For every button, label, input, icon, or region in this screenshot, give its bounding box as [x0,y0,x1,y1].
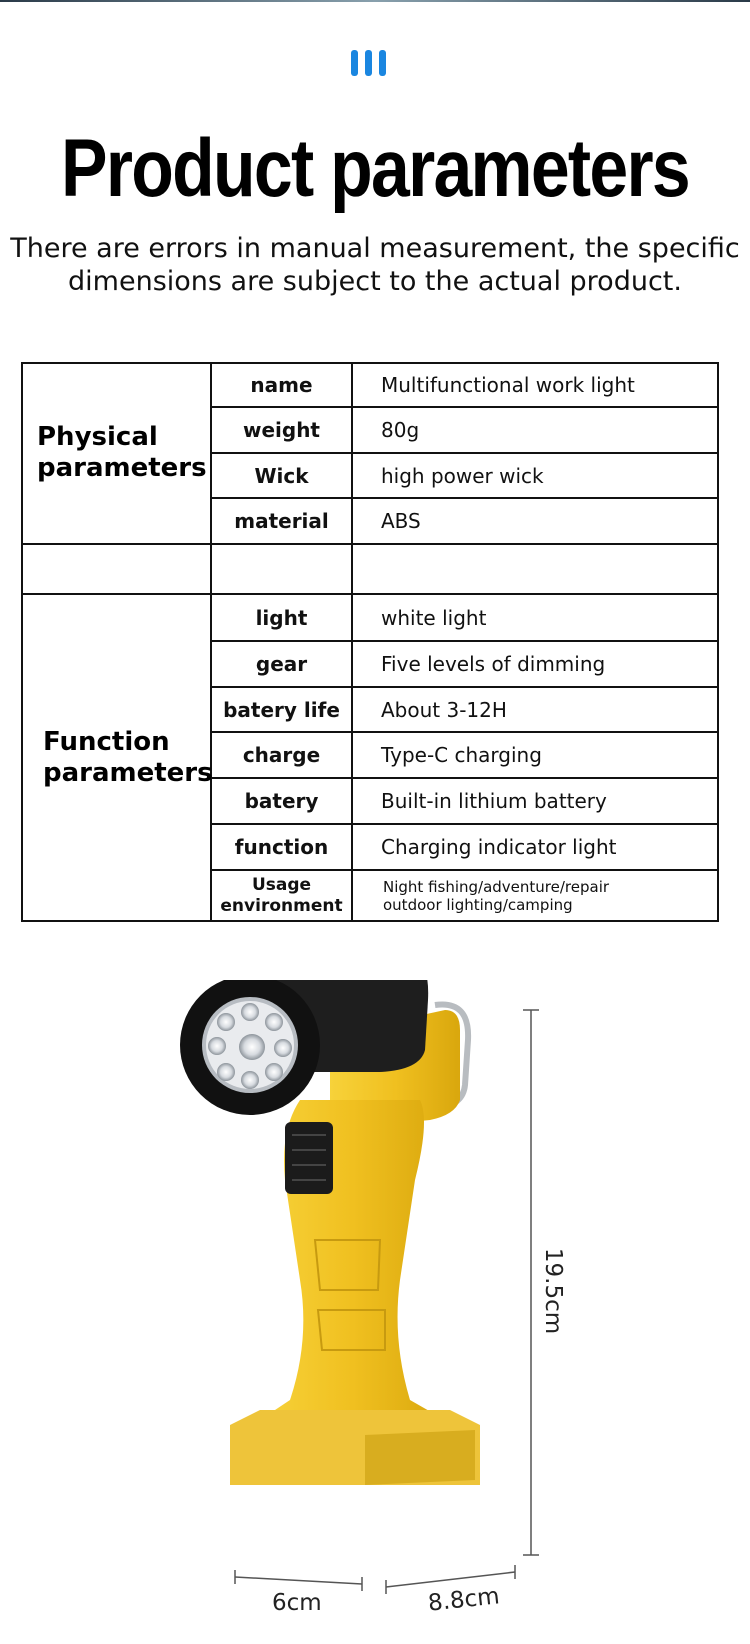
param-key-material: material [234,509,329,533]
param-value-charge: Type-C charging [381,743,542,767]
subtitle-line-1: There are errors in manual measurement, the specific [10,233,740,264]
param-key-gear: gear [255,652,308,676]
param-value-function: Charging indicator light [381,835,617,859]
param-value-name: Multifunctional work light [381,373,635,397]
param-value-wick: high power wick [381,463,544,488]
param-key-light: light [255,605,308,630]
param-key-weight: weight [242,418,320,442]
usage-key-line-2: environment [220,895,343,916]
param-value-battery: Built-in lithium battery [381,789,607,813]
usage-value-line-1: Night fishing/adventure/repair [383,877,610,896]
width-dimension-label: 6cm [272,1590,322,1616]
usage-key-line-1: Usage [251,874,312,895]
physical-label-line-1: Physical [37,421,158,452]
function-label-line-1: Function [43,726,170,757]
param-key-name: name [250,373,313,397]
physical-label-line-2: parameters [37,452,207,483]
subtitle-line-2: dimensions are subject to the actual product. [68,266,682,297]
page-title: Product parameters [61,123,689,214]
depth-dimension-label: 8.8cm [426,1583,501,1617]
param-value-gear: Five levels of dimming [381,652,606,676]
param-key-battery-life: batery life [223,697,340,722]
param-key-battery: batery [244,789,319,813]
param-key-wick: Wick [254,463,309,488]
param-value-battery-life: About 3-12H [381,697,507,722]
usage-value-line-2: outdoor lighting/camping [383,895,573,914]
function-label-line-2: parameters [43,757,213,788]
height-dimension-label: 19.5cm [540,1247,567,1335]
param-value-light: white light [381,605,487,630]
param-key-function: function [234,835,329,859]
param-value-material: ABS [381,509,421,533]
param-value-weight: 80g [381,418,420,442]
param-key-charge: charge [242,743,321,767]
